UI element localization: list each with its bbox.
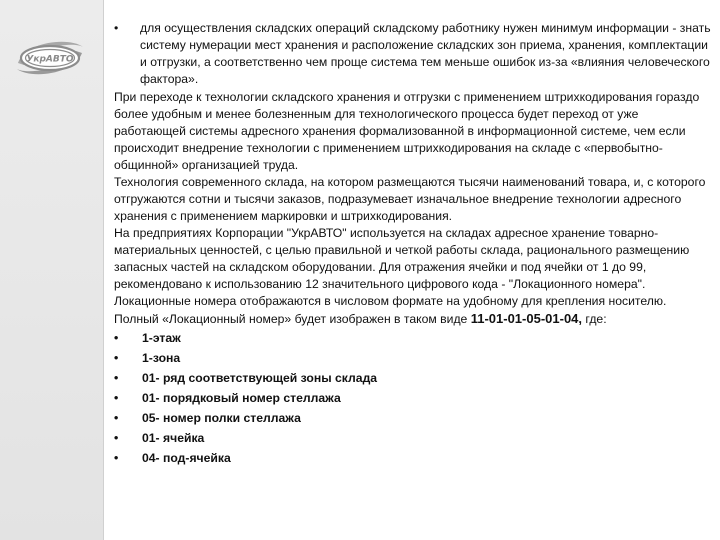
sidebar-panel: [0, 0, 104, 540]
intro-bullet-item: [114, 20, 712, 88]
bullet-icon: •: [114, 351, 119, 365]
paragraph-modern-warehouse: Технология современного склада, на котором размещаются тысячи наименований товара, и, с которого отгружаются сотни и тысячи заказов, подразумевает изначальное внедрение технологии адресного хранения с применением маркировки и штрихкодирования.: [114, 175, 706, 223]
bullet-icon: •: [114, 431, 119, 445]
location-number-line: [114, 310, 712, 328]
paragraph-ukravto-storage: На предприятиях Корпорации "УкрАВТО" используется на складах адресное хранение товарно-материальных ценностей, с целью правильной и четкой работы склада, рационального размещению запасных частей на складском оборудовании. Для отражения ячейки и под ячейки от 1 до 99, рекомендовано к использованию 12 значительного цифрового кода - "Локационного номера". Локационные номера отображаются в числовом формате на удобному для крепления носителю.: [114, 226, 690, 308]
code-parts-list: [114, 328, 712, 468]
list-item: [114, 368, 712, 388]
logo-text: УкрАВТО: [26, 54, 74, 65]
paragraph-barcode-transition: При переходе к технологии складского хранения и отгрузки с применением штрихкодирования гораздо более удобным и менее болезненным для технологического процесса будет переход от уже работающей системы адресного хранения формализованной в информационной системе, чем если происходит внедрение технологии с применением штрихкодирования на складе с «первобытно-общинной» организацией труда.: [114, 90, 700, 172]
code-part-text: 1-зона: [142, 351, 181, 365]
bullet-icon: •: [114, 371, 119, 385]
location-line-prefix: Полный «Локационный номер» будет изображен в таком виде: [114, 312, 471, 326]
list-item: [114, 428, 712, 448]
location-line-suffix: где:: [582, 312, 607, 326]
list-item: [114, 328, 712, 348]
list-item: [114, 348, 712, 368]
document-body: [114, 20, 712, 468]
list-item: [114, 448, 712, 468]
bullet-icon: •: [114, 331, 119, 345]
code-part-text: 01- ряд соответствующей зоны склада: [142, 371, 378, 385]
bullet-icon: •: [114, 21, 119, 35]
intro-bullet-text: для осуществления складских операций складскому работнику нужен минимум информации - знать систему нумерации мест хранения и расположение складских зон приема, хранения, комплектации и отгрузки, а соответственно чем проще система тем меньше ошибок из-за «влияния человеческого фактора».: [140, 21, 711, 86]
ukravto-logo-icon: [12, 35, 88, 81]
code-part-text: 04- под-ячейка: [142, 451, 231, 465]
code-part-text: 01- ячейка: [142, 431, 205, 445]
list-item: [114, 408, 712, 428]
list-item: [114, 388, 712, 408]
bullet-icon: •: [114, 411, 119, 425]
location-code: 11-01-01-05-01-04,: [470, 311, 583, 326]
code-part-text: 01- порядковый номер стеллажа: [142, 391, 341, 405]
code-part-text: 1-этаж: [142, 331, 181, 345]
code-part-text: 05- номер полки стеллажа: [142, 411, 301, 425]
bullet-icon: •: [114, 391, 119, 405]
bullet-icon: •: [114, 451, 119, 465]
